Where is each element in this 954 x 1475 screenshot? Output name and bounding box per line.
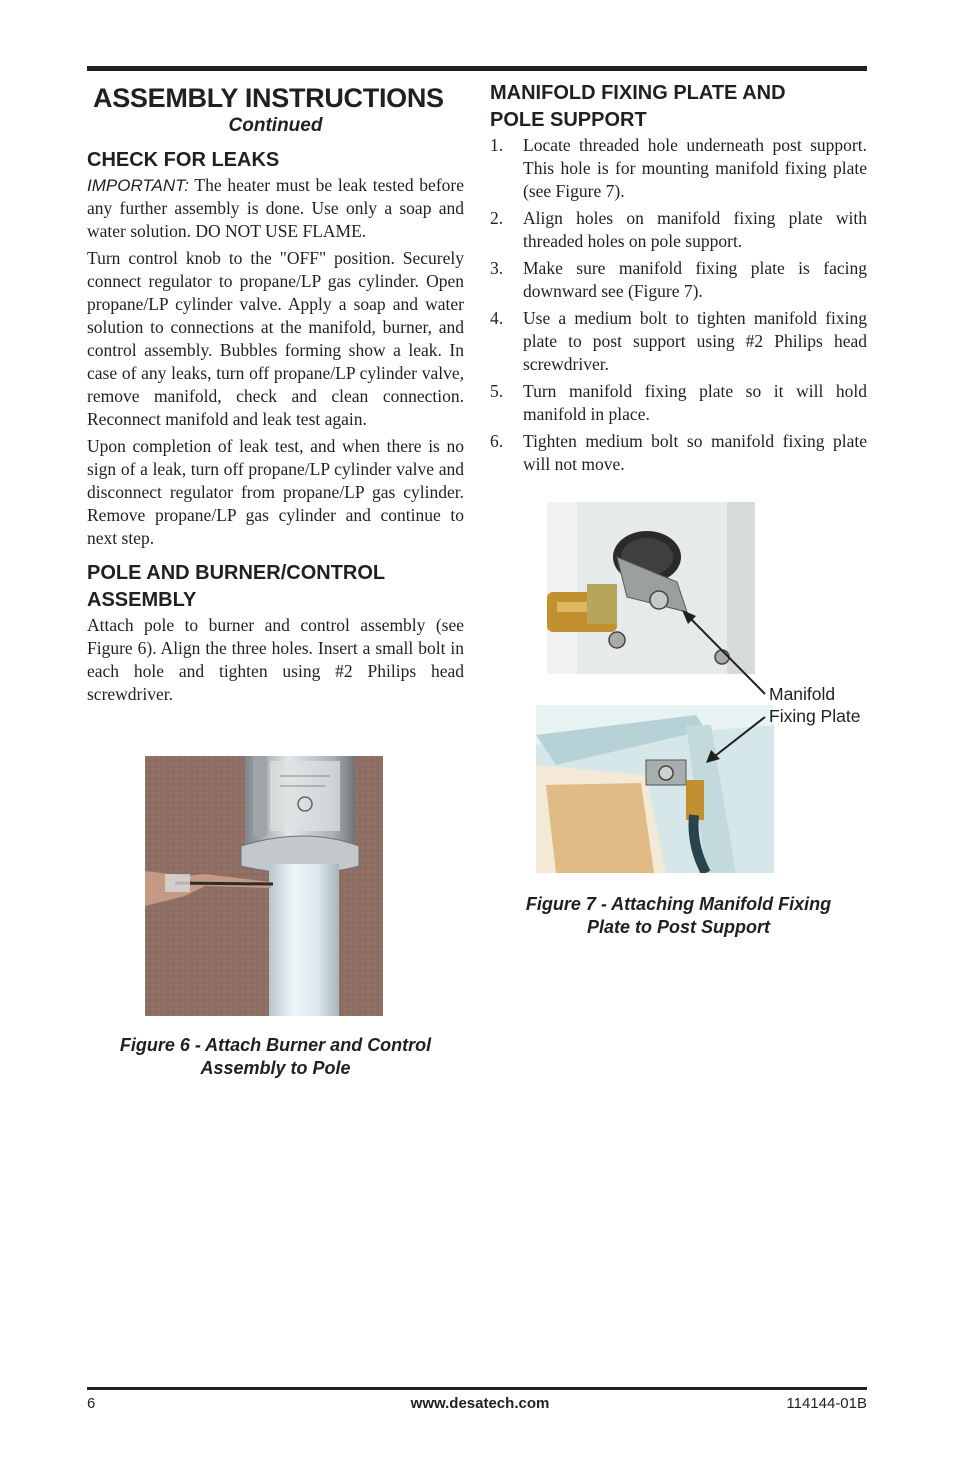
figure6-caption [87, 1034, 464, 1080]
manifold-callout-label [769, 683, 860, 727]
important-text: The heater must be leak tested before any further assembly is done. Use only a soap and water solution. DO NOT USE FLAME. [87, 175, 464, 241]
pole-heading-line2: ASSEMBLY [87, 589, 197, 611]
important-label: IMPORTANT: [87, 176, 189, 195]
leaks-important-paragraph [87, 174, 464, 243]
pole-paragraph: Attach pole to burner and control assembly (see Figure 6). Align the three holes. Insert a small bolt in each hole and tighten using #2 Philips head screwdriver. [87, 615, 464, 704]
document-number: 114144-01B [786, 1395, 867, 1412]
step-text: Turn manifold fixing plate so it will hold manifold in place. [523, 381, 867, 424]
list-item [490, 380, 867, 426]
list-item [490, 134, 867, 203]
list-item [490, 430, 867, 476]
top-rule [87, 66, 867, 71]
manifold-heading-line1: MANIFOLD FIXING PLATE AND [490, 82, 786, 104]
figure6-photo [145, 756, 383, 1016]
website-link[interactable]: www.desatech.com [410, 1395, 550, 1412]
leaks-procedure-paragraph: Turn control knob to the "OFF" position. Securely connect regulator to propane/LP gas cylinder. Open propane/LP cylinder valve. Apply a soap and water solution to connections at the manifold, burner, and control assembly. Bubbles forming show a leak. In case of any leaks, turn off propane/LP cylinder valve, remove manifold, check and clean connection. Reconnect manifold and leak test again. [87, 248, 464, 429]
burner-pole-illustration [145, 756, 383, 1016]
right-column [490, 80, 867, 480]
left-column [87, 80, 464, 710]
section-heading-manifold [490, 80, 867, 134]
section-heading-leaks: CHECK FOR LEAKS [87, 149, 280, 171]
step-number: 1. [490, 135, 504, 155]
list-item [490, 307, 867, 376]
leaks-completion-paragraph: Upon completion of leak test, and when there is no sign of a leak, turn off propane/LP cylinder valve and disconnect regulator from propane/LP gas cylinder. Remove propane/LP gas cylinder and continue to next step. [87, 436, 464, 548]
page-number: 6 [87, 1395, 96, 1412]
arrowhead-icon [706, 750, 720, 763]
section-heading-pole [87, 560, 464, 614]
callout-line1: Manifold [769, 684, 836, 704]
figure6-caption-line1: Figure 6 - Attach Burner and Control [119, 1035, 432, 1055]
step-number: 5. [490, 381, 504, 401]
subtitle-text: Continued [228, 115, 323, 136]
bottom-rule [87, 1387, 867, 1390]
page-title: ASSEMBLY INSTRUCTIONS [93, 83, 444, 113]
list-item [490, 257, 867, 303]
callout-line2: Fixing Plate [769, 706, 861, 726]
step-text: Align holes on manifold fixing plate with threaded holes on pole support. [523, 208, 867, 251]
step-number: 6. [490, 431, 504, 451]
step-text: Tighten medium bolt so manifold fixing plate will not move. [523, 431, 867, 474]
step-number: 3. [490, 258, 504, 278]
step-text: Locate threaded hole underneath post support. This hole is for mounting manifold fixing plate (see Figure 7). [523, 135, 867, 201]
page-subtitle [87, 114, 464, 138]
callout-arrows [600, 600, 780, 800]
manifold-heading-line2: POLE SUPPORT [490, 109, 647, 131]
figure7-caption-line1: Figure 7 - Attaching Manifold Fixing [525, 894, 832, 914]
pole-heading-line1: POLE AND BURNER/CONTROL [87, 562, 386, 584]
manifold-steps-list [490, 134, 867, 476]
step-number: 4. [490, 308, 504, 328]
step-number: 2. [490, 208, 504, 228]
figure7-caption-line2: Plate to Post Support [586, 917, 770, 937]
list-item [490, 207, 867, 253]
figure6-caption-line2: Assembly to Pole [200, 1058, 351, 1078]
figure7-caption [490, 893, 867, 939]
step-text: Use a medium bolt to tighten manifold fixing plate to post support using #2 Philips head screwdriver. [523, 308, 867, 374]
step-text: Make sure manifold fixing plate is facing downward see (Figure 7). [523, 258, 867, 301]
